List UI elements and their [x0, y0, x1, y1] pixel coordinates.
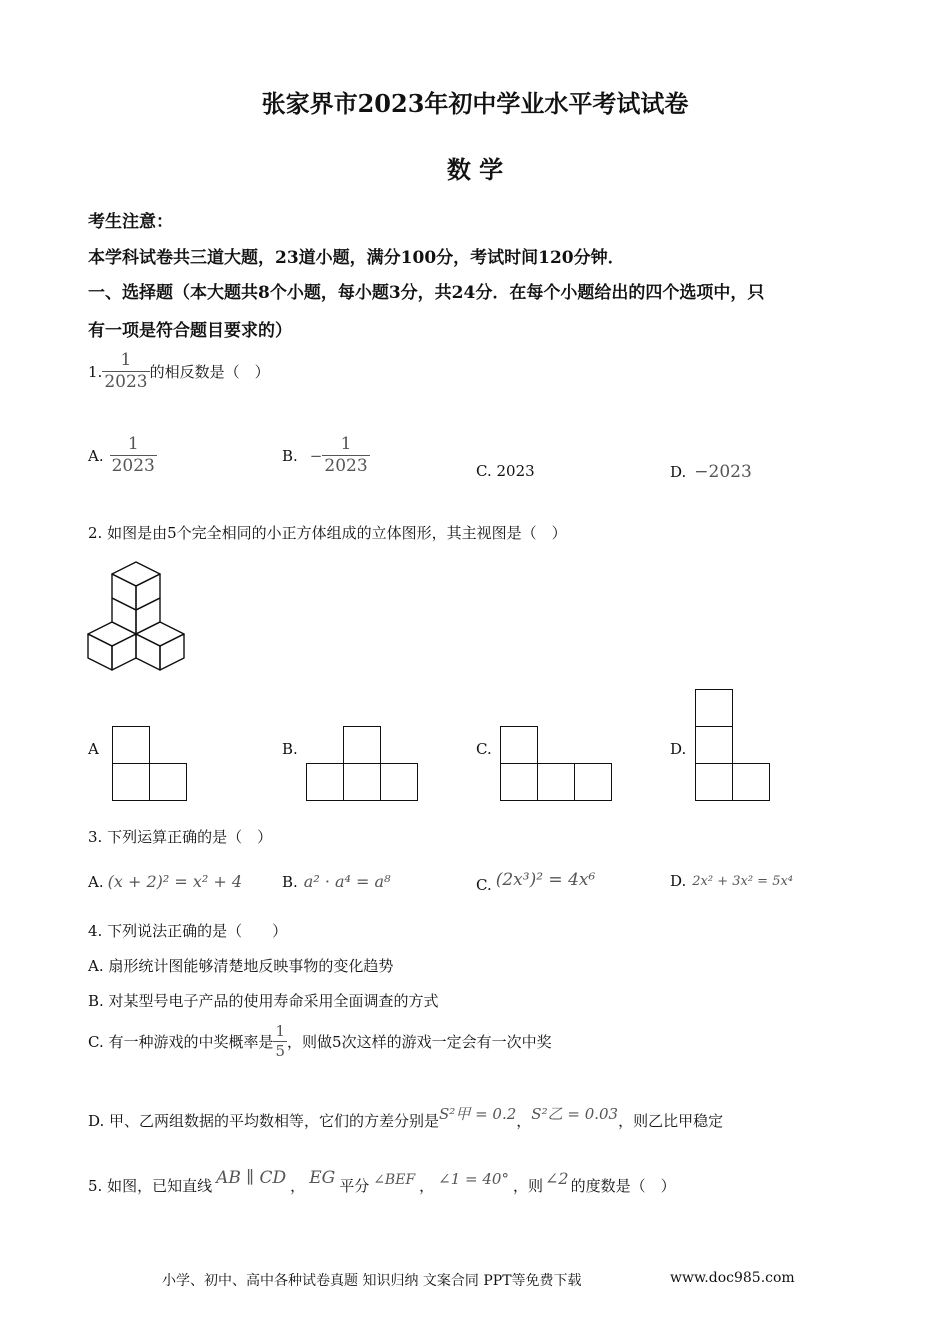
q5-math: ∠1 = 40°: [438, 1170, 509, 1188]
q2-option-c-label: C.: [476, 740, 492, 758]
option-expr: a² · a⁴ = a⁸: [303, 872, 391, 891]
q2-stem: 2. 如图是由5个完全相同的小正方体组成的立体图形，其主视图是（ ）: [88, 524, 567, 542]
q5-math: EG: [309, 1168, 336, 1188]
option-label: A.: [88, 446, 104, 465]
option-text: C. 有一种游戏的中奖概率是: [88, 1033, 274, 1051]
q3-option-c: [476, 866, 595, 894]
option-expr: 2x² + 3x² = 5x⁴: [692, 873, 794, 889]
option-label: D.: [670, 872, 687, 890]
subject-title: 数 学: [446, 155, 504, 184]
footer-text: 小学、初中、高中各种试卷真题 知识归纳 文案合同 PPT等免费下载: [162, 1273, 582, 1289]
q1-option-a: [88, 436, 157, 475]
frac-den: 5: [275, 1042, 286, 1060]
q5-text: ，: [290, 1177, 306, 1195]
q2-option-b-figure: [306, 726, 418, 801]
q5-text: 的度数是（ ）: [570, 1177, 676, 1195]
q5-stem: [88, 1168, 676, 1196]
frac-num: 1: [127, 434, 139, 454]
q1-option-d: [670, 462, 752, 482]
q2-option-a-figure: [112, 726, 188, 801]
frac-den: 2023: [111, 456, 155, 476]
q4-c-fraction: [273, 1024, 287, 1059]
option-value: −2023: [694, 462, 752, 482]
variance-a: S²甲 = 0.2: [439, 1105, 517, 1123]
footer-site-link[interactable]: www.doc985.com: [670, 1270, 795, 1286]
option-label: D.: [670, 463, 687, 481]
q1-a-fraction: [110, 436, 157, 475]
minus-sign: −: [309, 446, 323, 465]
option-text: D. 甲、乙两组数据的平均数相等，它们的方差分别是: [88, 1112, 440, 1130]
q1-frac-den: 2023: [104, 372, 148, 392]
q1-stem-tail: 的相反数是（ ）: [149, 363, 270, 381]
option-label: C.: [476, 876, 492, 894]
q1-fraction: [102, 352, 149, 391]
q5-text: 平分: [339, 1177, 370, 1195]
q5-text: ，: [419, 1177, 435, 1195]
q5-math: ∠2: [545, 1169, 569, 1188]
q5-math: ∠BEF: [373, 1172, 416, 1188]
option-text: ，则乙比甲稳定: [618, 1112, 724, 1130]
q5-text: 5. 如图，已知直线: [88, 1177, 213, 1195]
separator: ，: [516, 1112, 532, 1130]
q3-option-a: [88, 872, 242, 891]
q1-option-b: [282, 436, 370, 475]
q4-option-c: [88, 1024, 552, 1059]
q2-option-b-label: B.: [282, 740, 298, 758]
notice-label: 考生注意：: [88, 212, 173, 232]
exam-title: 张家界市2023年初中学业水平考试试卷: [261, 89, 689, 118]
q4-option-b: B. 对某型号电子产品的使用寿命采用全面调查的方式: [88, 992, 439, 1010]
cube-figure: [84, 556, 190, 674]
option-expr: (2x³)² = 4x⁶: [495, 870, 596, 890]
q2-option-c-figure: [500, 726, 612, 801]
q2-option-d-figure: [695, 689, 771, 801]
variance-b: S²乙 = 0.03: [531, 1105, 619, 1123]
frac-den: 2023: [324, 456, 368, 476]
q1-stem: [88, 352, 270, 391]
q5-math: AB ∥ CD: [216, 1168, 287, 1188]
q2-option-d-label: D.: [670, 740, 687, 758]
option-expr: (x + 2)² = x² + 4: [107, 872, 243, 891]
notice-text: 本学科试卷共三道大题，23道小题，满分100分，考试时间120分钟．: [88, 248, 625, 268]
q2-option-a-label: A: [88, 740, 99, 758]
section1-line2: 有一项是符合题目要求的）: [88, 321, 292, 341]
q1-frac-num: 1: [120, 350, 132, 370]
q4-stem: 4. 下列说法正确的是（ ）: [88, 922, 288, 940]
frac-num: 1: [275, 1022, 286, 1040]
section1-line1: 一、选择题（本大题共8个小题，每小题3分，共24分．在每个小题给出的四个选项中，只: [88, 283, 765, 303]
option-label: B.: [282, 872, 298, 891]
option-text: ，则做5次这样的游戏一定会有一次中奖: [287, 1033, 552, 1051]
q1-number: 1.: [88, 362, 103, 381]
q3-stem: 3. 下列运算正确的是（ ）: [88, 828, 273, 846]
q3-option-b: [282, 872, 391, 891]
frac-num: 1: [340, 434, 352, 454]
q3-option-d: [670, 872, 793, 890]
option-label: B.: [282, 446, 298, 465]
q5-text: ，则: [512, 1177, 543, 1195]
option-label: A.: [88, 872, 104, 891]
q1-b-fraction: [322, 436, 369, 475]
q1-option-c: C. 2023: [476, 462, 535, 480]
q4-option-d: [88, 1105, 724, 1131]
q4-option-a: A. 扇形统计图能够清楚地反映事物的变化趋势: [88, 957, 394, 975]
